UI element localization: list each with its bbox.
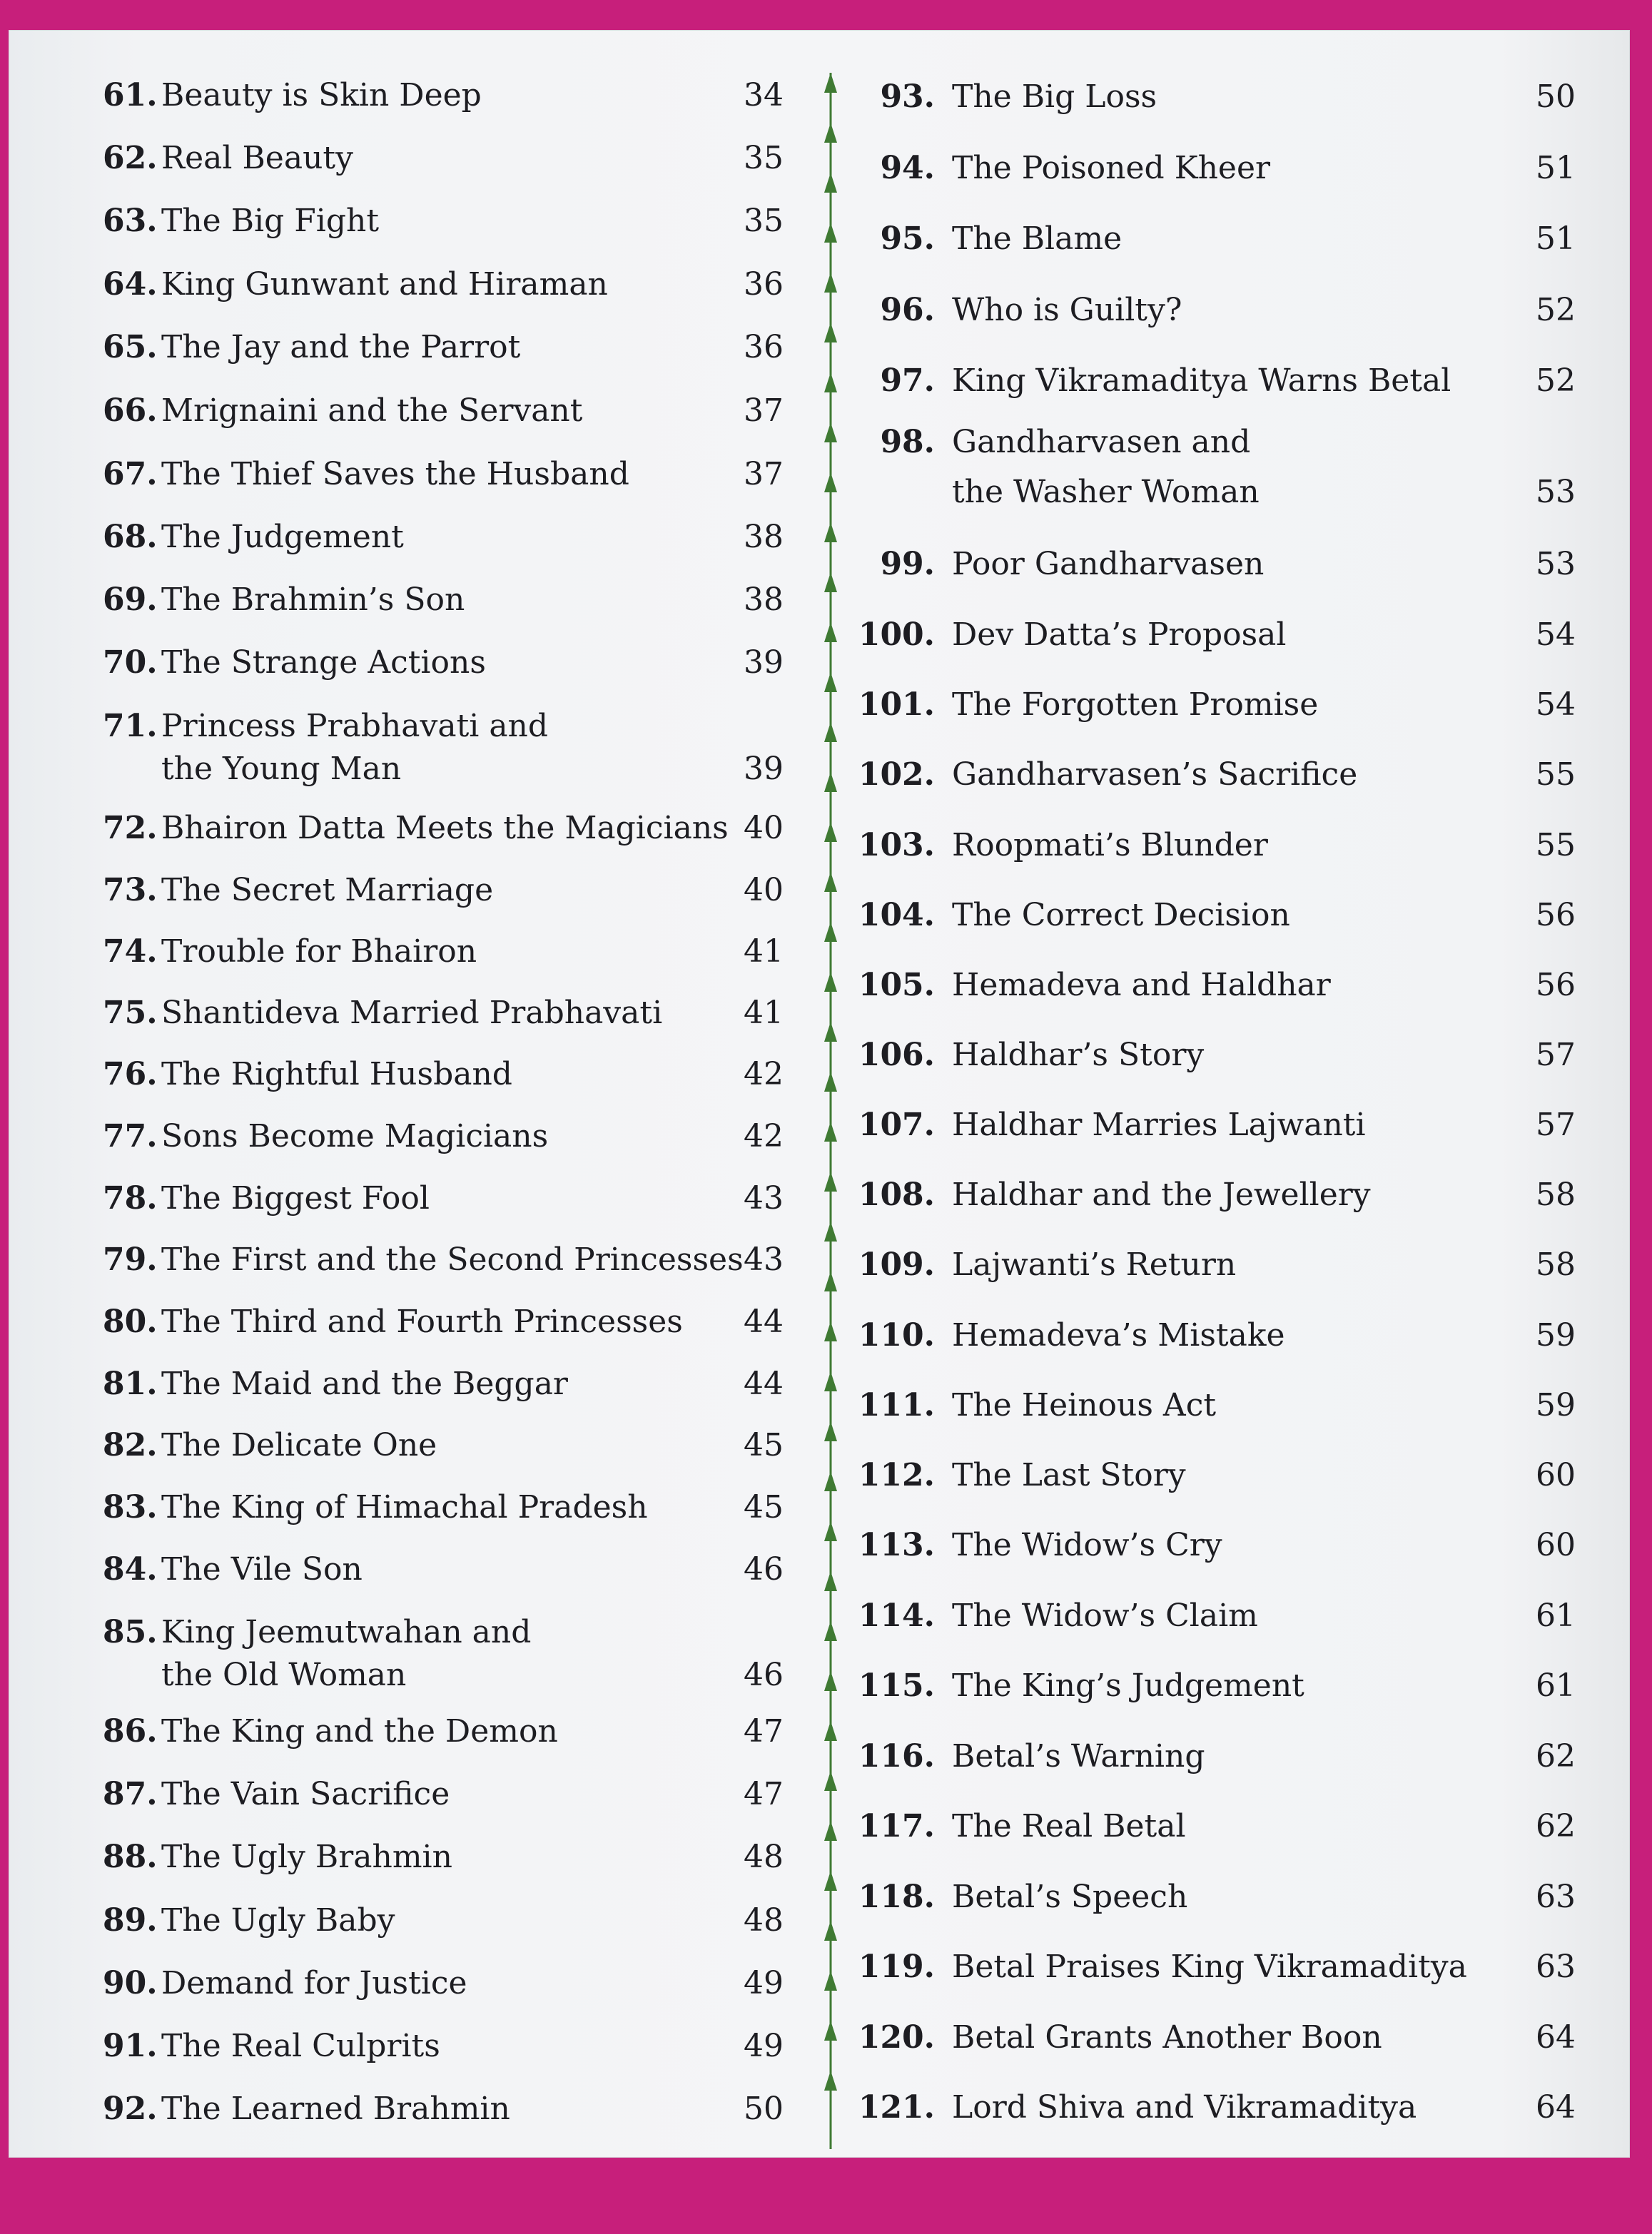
entry-title: The King and the Demon xyxy=(161,1713,558,1750)
arrowhead-icon xyxy=(824,972,837,992)
entry-number: 86. xyxy=(103,1713,158,1750)
entry-number: 79. xyxy=(103,1242,158,1278)
entry-page-number: 59 xyxy=(1536,1387,1576,1423)
entry-title: The Thief Saves the Husband xyxy=(161,456,629,492)
entry-page-number: 36 xyxy=(744,266,784,303)
entry-title: Mrignaini and the Servant xyxy=(161,392,583,429)
entry-number: 87. xyxy=(103,1776,158,1812)
entry-title: Lajwanti’s Return xyxy=(952,1247,1237,1283)
entry-page-number: 36 xyxy=(744,329,784,365)
entry-number: 119. xyxy=(858,1949,935,1985)
entry-page-number: 53 xyxy=(1536,546,1576,582)
entry-number: 74. xyxy=(103,933,158,970)
arrowhead-icon xyxy=(824,1022,837,1042)
arrowhead-icon xyxy=(824,422,837,442)
arrowhead-icon xyxy=(824,1671,837,1691)
entry-number: 114. xyxy=(858,1598,935,1634)
entry-number: 85. xyxy=(103,1614,158,1650)
entry-title: The Ugly Baby xyxy=(161,1902,395,1939)
entry-title: Shantideva Married Prabhavati xyxy=(161,995,663,1031)
entry-number: 71. xyxy=(103,708,158,744)
entry-title: Real Beauty xyxy=(161,140,353,176)
arrowhead-icon xyxy=(824,672,837,692)
entry-number: 94. xyxy=(880,150,935,186)
entry-title: Who is Guilty? xyxy=(952,292,1182,328)
entry-title: Dev Datta’s Proposal xyxy=(952,616,1287,653)
entry-page-number: 57 xyxy=(1536,1107,1576,1143)
entry-page-number: 64 xyxy=(1536,2089,1576,2126)
entry-page-number: 49 xyxy=(744,1965,784,2001)
entry-page-number: 44 xyxy=(744,1304,784,1340)
entry-page-number: 45 xyxy=(744,1427,784,1463)
entry-number: 61. xyxy=(103,77,158,113)
arrowhead-icon xyxy=(824,1721,837,1741)
arrowhead-icon xyxy=(824,1521,837,1541)
arrowhead-icon xyxy=(824,1621,837,1641)
entry-number: 63. xyxy=(103,203,158,239)
entry-page-number: 37 xyxy=(744,456,784,492)
entry-page-number: 51 xyxy=(1536,220,1576,257)
entry-title: The Strange Actions xyxy=(161,644,486,681)
entry-title: The Widow’s Claim xyxy=(952,1598,1258,1634)
entry-title: Roopmati’s Blunder xyxy=(952,827,1268,863)
arrowhead-icon xyxy=(824,1371,837,1391)
entry-number: 113. xyxy=(858,1527,935,1563)
entry-page-number: 54 xyxy=(1536,616,1576,653)
entry-page-number: 62 xyxy=(1536,1738,1576,1774)
entry-number: 80. xyxy=(103,1304,158,1340)
entry-title: The Forgotten Promise xyxy=(952,686,1319,723)
arrowhead-icon xyxy=(824,1321,837,1341)
entry-title: Betal Grants Another Boon xyxy=(952,2019,1382,2056)
entry-title: Betal’s Speech xyxy=(952,1879,1188,1915)
entry-number: 102. xyxy=(858,756,935,793)
entry-page-number: 58 xyxy=(1536,1177,1576,1213)
entry-title: The Vile Son xyxy=(161,1551,363,1588)
entry-title: The Jay and the Parrot xyxy=(161,329,521,365)
entry-number: 109. xyxy=(858,1247,935,1283)
entry-title: King Gunwant and Hiraman xyxy=(161,266,608,303)
entry-page-number: 55 xyxy=(1536,827,1576,863)
entry-title: King Vikramaditya Warns Betal xyxy=(952,362,1451,399)
arrowhead-icon xyxy=(824,772,837,792)
entry-page-number: 38 xyxy=(744,519,784,555)
entry-number: 117. xyxy=(858,1808,935,1844)
entry-title: Betal’s Warning xyxy=(952,1738,1205,1774)
contents-sheet xyxy=(9,30,1630,2158)
entry-number: 115. xyxy=(858,1667,935,1704)
entry-page-number: 63 xyxy=(1536,1879,1576,1915)
entry-title: The Last Story xyxy=(952,1457,1186,1493)
entry-number: 83. xyxy=(103,1489,158,1525)
entry-page-number: 34 xyxy=(744,77,784,113)
entry-number: 110. xyxy=(858,1317,935,1354)
entry-page-number: 58 xyxy=(1536,1247,1576,1283)
entry-title: The Ugly Brahmin xyxy=(161,1839,452,1875)
entry-page-number: 59 xyxy=(1536,1317,1576,1354)
entry-title: Princess Prabhavati and xyxy=(161,708,549,744)
entry-title: The Secret Marriage xyxy=(161,872,494,908)
entry-page-number: 46 xyxy=(744,1657,784,1693)
arrowhead-icon xyxy=(824,273,837,293)
entry-title: The Maid and the Beggar xyxy=(161,1366,568,1402)
entry-page-number: 35 xyxy=(744,140,784,176)
arrowhead-icon xyxy=(824,2071,837,2091)
arrowhead-icon xyxy=(824,822,837,842)
entry-title: Betal Praises King Vikramaditya xyxy=(952,1949,1467,1985)
entry-title: The Rightful Husband xyxy=(161,1056,512,1092)
arrowhead-icon xyxy=(824,622,837,642)
entry-number: 81. xyxy=(103,1366,158,1402)
entry-title: The Third and Fourth Princesses xyxy=(161,1304,683,1340)
arrowhead-icon xyxy=(824,1421,837,1441)
entry-title: The Heinous Act xyxy=(952,1387,1217,1423)
entry-title: The Correct Decision xyxy=(952,897,1290,933)
arrowhead-icon xyxy=(824,173,837,193)
entry-number: 92. xyxy=(103,2091,158,2127)
entry-page-number: 60 xyxy=(1536,1457,1576,1493)
arrowhead-icon xyxy=(824,2021,837,2041)
entry-number: 70. xyxy=(103,644,158,681)
arrowhead-icon xyxy=(824,1821,837,1841)
entry-page-number: 40 xyxy=(744,872,784,908)
arrowhead-icon xyxy=(824,1172,837,1192)
entry-title: The King’s Judgement xyxy=(952,1667,1304,1704)
entry-page-number: 64 xyxy=(1536,2019,1576,2056)
entry-page-number: 52 xyxy=(1536,292,1576,328)
arrowhead-icon xyxy=(824,1122,837,1142)
entry-title: Poor Gandharvasen xyxy=(952,546,1265,582)
entry-number: 90. xyxy=(103,1965,158,2001)
arrowhead-icon xyxy=(824,1222,837,1242)
entry-title: Beauty is Skin Deep xyxy=(161,77,482,113)
arrowhead-icon xyxy=(824,872,837,892)
entry-number: 96. xyxy=(880,292,935,328)
entry-number: 75. xyxy=(103,995,158,1031)
entry-page-number: 56 xyxy=(1536,897,1576,933)
entry-number: 111. xyxy=(858,1387,935,1423)
entry-number: 68. xyxy=(103,519,158,555)
entry-title: The Judgement xyxy=(161,519,404,555)
entry-number: 98. xyxy=(880,424,935,460)
entry-page-number: 47 xyxy=(744,1713,784,1750)
arrowhead-icon xyxy=(824,223,837,243)
entry-page-number: 50 xyxy=(744,2091,784,2127)
arrowhead-icon xyxy=(824,522,837,542)
entry-number: 64. xyxy=(103,266,158,303)
entry-title: The Big Loss xyxy=(952,78,1157,115)
arrowhead-icon xyxy=(824,1921,837,1941)
entry-page-number: 45 xyxy=(744,1489,784,1525)
arrowhead-icon xyxy=(824,572,837,592)
entry-title-continued: the Old Woman xyxy=(161,1657,407,1693)
arrowhead-icon xyxy=(824,323,837,342)
arrowhead-icon xyxy=(824,1471,837,1491)
entry-page-number: 43 xyxy=(744,1180,784,1217)
entry-title: Haldhar and the Jewellery xyxy=(952,1177,1371,1213)
entry-title: Hemadeva and Haldhar xyxy=(952,967,1331,1003)
entry-page-number: 52 xyxy=(1536,362,1576,399)
entry-page-number: 48 xyxy=(744,1839,784,1875)
arrowhead-icon xyxy=(824,1871,837,1891)
entry-number: 77. xyxy=(103,1118,158,1154)
entry-number: 78. xyxy=(103,1180,158,1217)
entry-page-number: 49 xyxy=(744,2028,784,2064)
entry-page-number: 39 xyxy=(744,644,784,681)
entry-number: 76. xyxy=(103,1056,158,1092)
entry-page-number: 38 xyxy=(744,582,784,618)
entry-number: 104. xyxy=(858,897,935,933)
entry-page-number: 35 xyxy=(744,203,784,239)
entry-number: 108. xyxy=(858,1177,935,1213)
arrowhead-icon xyxy=(824,1571,837,1591)
entry-page-number: 50 xyxy=(1536,78,1576,115)
entry-page-number: 63 xyxy=(1536,1949,1576,1985)
entry-page-number: 47 xyxy=(744,1776,784,1812)
entry-number: 73. xyxy=(103,872,158,908)
entry-title: The First and the Second Princesses xyxy=(161,1242,744,1278)
entry-number: 66. xyxy=(103,392,158,429)
entry-number: 95. xyxy=(880,220,935,257)
entry-number: 118. xyxy=(858,1879,935,1915)
entry-number: 105. xyxy=(858,967,935,1003)
entry-title: Haldhar’s Story xyxy=(952,1037,1205,1073)
entry-title: The King of Himachal Pradesh xyxy=(161,1489,648,1525)
arrowhead-icon xyxy=(824,1271,837,1291)
entry-page-number: 42 xyxy=(744,1118,784,1154)
entry-page-number: 55 xyxy=(1536,756,1576,793)
entry-title: The Poisoned Kheer xyxy=(952,150,1271,186)
entry-title: Haldhar Marries Lajwanti xyxy=(952,1107,1366,1143)
entry-title-continued: the Washer Woman xyxy=(952,474,1260,510)
entry-title: The Learned Brahmin xyxy=(161,2091,510,2127)
entry-page-number: 61 xyxy=(1536,1667,1576,1704)
entry-title: The Real Betal xyxy=(952,1808,1186,1844)
entry-number: 67. xyxy=(103,456,158,492)
entry-title: The Blame xyxy=(952,220,1123,257)
entry-title: The Widow’s Cry xyxy=(952,1527,1222,1563)
entry-page-number: 61 xyxy=(1536,1598,1576,1634)
entry-number: 82. xyxy=(103,1427,158,1463)
arrowhead-icon xyxy=(824,722,837,742)
arrowhead-icon xyxy=(824,123,837,143)
entry-number: 107. xyxy=(858,1107,935,1143)
entry-page-number: 42 xyxy=(744,1056,784,1092)
entry-number: 93. xyxy=(880,78,935,115)
entry-number: 121. xyxy=(858,2089,935,2126)
entry-title: Bhairon Datta Meets the Magicians xyxy=(161,810,729,846)
entry-number: 106. xyxy=(858,1037,935,1073)
entry-number: 97. xyxy=(880,362,935,399)
entry-page-number: 57 xyxy=(1536,1037,1576,1073)
entry-title: King Jeemutwahan and xyxy=(161,1614,532,1650)
entry-number: 112. xyxy=(858,1457,935,1493)
entry-page-number: 44 xyxy=(744,1366,784,1402)
arrowhead-icon xyxy=(824,372,837,392)
entry-number: 69. xyxy=(103,582,158,618)
entry-title: Gandharvasen and xyxy=(952,424,1251,460)
entry-title: The Biggest Fool xyxy=(161,1180,430,1217)
entry-page-number: 39 xyxy=(744,751,784,787)
entry-number: 88. xyxy=(103,1839,158,1875)
entry-title: Gandharvasen’s Sacrifice xyxy=(952,756,1358,793)
entry-page-number: 48 xyxy=(744,1902,784,1939)
arrowhead-icon xyxy=(824,1072,837,1092)
entry-title: Sons Become Magicians xyxy=(161,1118,549,1154)
arrowhead-icon xyxy=(824,73,837,93)
entry-page-number: 51 xyxy=(1536,150,1576,186)
entry-title: The Vain Sacrifice xyxy=(161,1776,450,1812)
entry-number: 103. xyxy=(858,827,935,863)
entry-title: Hemadeva’s Mistake xyxy=(952,1317,1285,1354)
entry-number: 62. xyxy=(103,140,158,176)
entry-number: 72. xyxy=(103,810,158,846)
entry-page-number: 62 xyxy=(1536,1808,1576,1844)
entry-title: The Brahmin’s Son xyxy=(161,582,465,618)
entry-number: 100. xyxy=(858,616,935,653)
entry-title-continued: the Young Man xyxy=(161,751,402,787)
entry-page-number: 56 xyxy=(1536,967,1576,1003)
entry-title: Trouble for Bhairon xyxy=(161,933,477,970)
arrowhead-icon xyxy=(824,1771,837,1791)
arrowhead-icon xyxy=(824,1971,837,1991)
entry-page-number: 60 xyxy=(1536,1527,1576,1563)
entry-title: Lord Shiva and Vikramaditya xyxy=(952,2089,1417,2126)
entry-number: 65. xyxy=(103,329,158,365)
arrowhead-icon xyxy=(824,472,837,492)
entry-page-number: 37 xyxy=(744,392,784,429)
arrowhead-icon xyxy=(824,922,837,942)
entry-title: The Real Culprits xyxy=(161,2028,440,2064)
entry-page-number: 40 xyxy=(744,810,784,846)
entry-page-number: 53 xyxy=(1536,474,1576,510)
entry-title: The Delicate One xyxy=(161,1427,437,1463)
entry-page-number: 54 xyxy=(1536,686,1576,723)
entry-page-number: 43 xyxy=(744,1242,784,1278)
entry-page-number: 41 xyxy=(744,995,784,1031)
entry-title: The Big Fight xyxy=(161,203,380,239)
arrow-divider xyxy=(809,73,852,2156)
entry-number: 91. xyxy=(103,2028,158,2064)
entry-page-number: 46 xyxy=(744,1551,784,1588)
entry-number: 101. xyxy=(858,686,935,723)
entry-title: Demand for Justice xyxy=(161,1965,467,2001)
entry-page-number: 41 xyxy=(744,933,784,970)
entry-number: 84. xyxy=(103,1551,158,1588)
entry-number: 99. xyxy=(880,546,935,582)
entry-number: 120. xyxy=(858,2019,935,2056)
entry-number: 89. xyxy=(103,1902,158,1939)
entry-number: 116. xyxy=(858,1738,935,1774)
